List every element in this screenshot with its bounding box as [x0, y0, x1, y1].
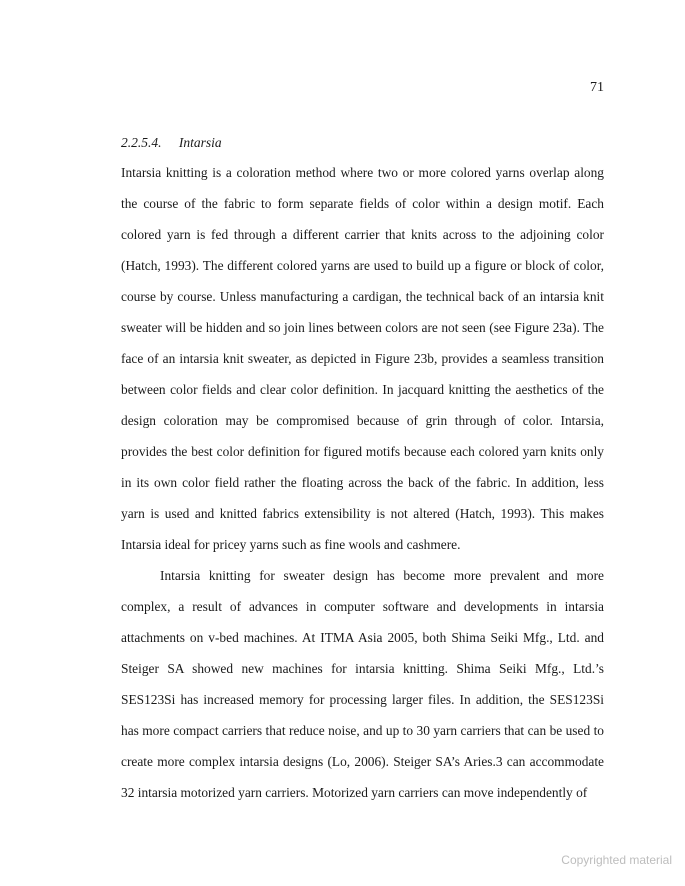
section-heading	[121, 133, 421, 153]
text-line: course by course. Unless manufacturing a cardigan, the technical back of an intarsia knit	[121, 289, 604, 304]
section-title: Intarsia	[178, 135, 222, 150]
page-number: 71	[590, 80, 604, 95]
text-line: sweater will be hidden and so join lines between colors are not seen (see Figure 23a). The	[121, 320, 604, 335]
section-number: 2.2.5.4.	[121, 135, 162, 150]
text-line: colored yarn is fed through a different carrier that knits across to the adjoining color	[121, 227, 604, 242]
text-line: yarn is used and knitted fabrics extensibility is not altered (Hatch, 1993). This makes	[121, 506, 604, 521]
text-line: Intarsia knitting is a coloration method where two or more colored yarns overlap along	[121, 165, 604, 180]
text-line: between color fields and clear color definition. In jacquard knitting the aesthetics of the	[121, 382, 604, 397]
text-line: face of an intarsia knit sweater, as depicted in Figure 23b, provides a seamless transition	[121, 351, 604, 366]
text-line: the course of the fabric to form separate fields of color within a design motif. Each	[121, 196, 604, 211]
text-line: design coloration may be compromised because of grin through of color. Intarsia,	[121, 413, 604, 428]
text-line: has more compact carriers that reduce noise, and up to 30 yarn carriers that can be used to	[121, 723, 604, 738]
text-line: create more complex intarsia designs (Lo, 2006). Steiger SA’s Aries.3 can accommodate	[121, 754, 604, 769]
copyright-watermark: Copyrighted material	[561, 853, 672, 867]
text-line: in its own color field rather the floating across the back of the fabric. In addition, less	[121, 475, 604, 490]
text-line: (Hatch, 1993). The different colored yarns are used to build up a figure or block of color,	[121, 258, 604, 273]
text-line: provides the best color definition for figured motifs because each colored yarn knits only	[121, 444, 604, 459]
text-line: complex, a result of advances in computer software and developments in intarsia	[121, 599, 604, 614]
text-line: 32 intarsia motorized yarn carriers. Motorized yarn carriers can move independently of	[121, 785, 588, 800]
text-line: Steiger SA showed new machines for intarsia knitting. Shima Seiki Mfg., Ltd.’s	[121, 661, 604, 676]
text-line: attachments on v-bed machines. At ITMA Asia 2005, both Shima Seiki Mfg., Ltd. and	[121, 630, 604, 645]
text-line: Intarsia knitting for sweater design has become more prevalent and more	[160, 568, 604, 583]
text-line: SES123Si has increased memory for processing larger files. In addition, the SES123Si	[121, 692, 604, 707]
text-line: Intarsia ideal for pricey yarns such as fine wools and cashmere.	[121, 537, 461, 552]
